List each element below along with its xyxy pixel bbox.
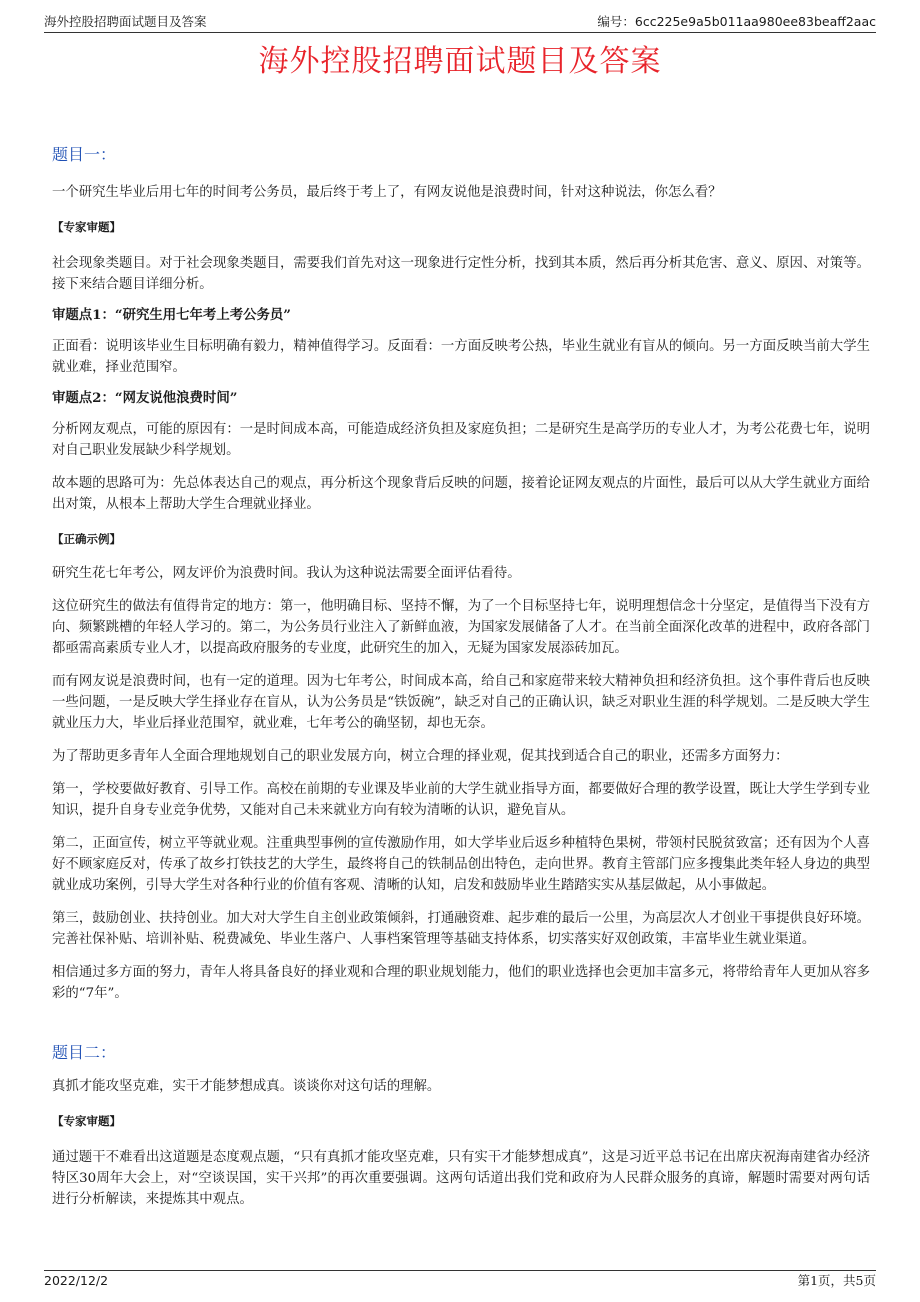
answer-paragraph: 第三，鼓励创业、扶持创业。加大对大学生自主创业政策倾斜，打通融资难、起步难的最后一公里，为高层次人才创业干事提供良好环境。完善社保补贴、培训补贴、税费减免、毕业生落户、人事档案管理等基础支持体系，切实落实好双创政策，丰富毕业生就业渠道。 <box>52 911 870 947</box>
review-intro: 社会现象类题目。对于社会现象类题目，需要我们首先对这一现象进行定性分析，找到其本质，然后再分析其危害、意义、原因、对策等。接下来结合题目详细分析。 <box>52 256 870 292</box>
answer-paragraph: 第二，正面宣传，树立平等就业观。注重典型事例的宣传激励作用，如大学毕业后返乡种植特色果树，带领村民脱贫致富；还有因为个人喜好不顾家庭反对，传承了故乡打铁技艺的大学生，最终将自己的铁制品创出特色，走向世界。教育主管部门应多搜集此类年轻人身边的典型就业成功案例，引导大学生对各种行业的价值有客观、清晰的认知，启发和鼓励毕业生踏踏实实从基层做起，从小事做起。 <box>52 836 870 893</box>
answer-paragraph: 而有网友说是浪费时间，也有一定的道理。因为七年考公，时间成本高，给自己和家庭带来较大精神负担和经济负担。这个事件背后也反映一些问题，一是反映大学生择业存在盲从，认为公务员是“铁饭碗”，缺乏对自己的正确认识，缺乏对职业生涯的科学规划。二是反映大学生就业压力大，毕业后择业范围窄，就业难，七年考公的确坚韧，却也无奈。 <box>52 674 870 731</box>
correct-example-tag: 【正确示例】 <box>52 532 121 546</box>
review-point-2-text: 分析网友观点，可能的原因有：一是时间成本高，可能造成经济负担及家庭负担；二是研究生是高学历的专业人才，为考公花费七年，说明对自己职业发展缺少科学规划。 <box>52 422 870 458</box>
header-doc-title: 海外控股招聘面试题目及答案 <box>44 14 207 29</box>
answer-paragraph: 相信通过多方面的努力，青年人将具备良好的择业观和合理的职业规划能力，他们的职业选择也会更加丰富多元，将带给青年人更加从容多彩的“7年”。 <box>52 965 870 1001</box>
answer-paragraph: 第一，学校要做好教育、引导工作。高校在前期的专业课及毕业前的大学生就业指导方面，都要做好合理的教学设置，既让大学生学到专业知识，提升自身专业竞争优势，又能对自己未来就业方向有较为清晰的认识，避免盲从。 <box>52 782 870 818</box>
approach-text: 故本题的思路可为：先总体表达自己的观点，再分析这个现象背后反映的问题，接着论证网友观点的片面性，最后可以从大学生就业方面给出对策，从根本上帮助大学生合理就业择业。 <box>52 476 870 512</box>
page-title: 海外控股招聘面试题目及答案 <box>258 44 662 79</box>
expert-review-tag: 【专家审题】 <box>52 1114 121 1128</box>
review-point-1-title: 审题点1：“研究生用七年考上考公务员” <box>52 307 291 323</box>
question-2-heading: 题目二： <box>52 1043 117 1062</box>
answer-paragraph: 这位研究生的做法有值得肯定的地方：第一，他明确目标、坚持不懈，为了一个目标坚持七年，说明理想信念十分坚定，是值得当下没有方向、频繁跳槽的年轻人学习的。第二，为公务员行业注入了新鲜血液，为国家发展储备了人才。在当前全面深化改革的进程中，政府各部门都亟需高素质专业人才，以提高政府服务的专业度，此研究生的加入，无疑为国家发展添砖加瓦。 <box>52 599 870 656</box>
review-point-2-title: 审题点2：“网友说他浪费时间” <box>52 390 238 406</box>
question-2-review-text: 通过题干不难看出这道题是态度观点题，“只有真抓才能攻坚克难，只有实干才能梦想成真”，这是习近平总书记在出席庆祝海南建省办经济特区30周年大会上，对“空谈误国，实干兴邦”的再次重要强调。这两句话道出我们党和政府为人民群众服务的真谛，解题时需要对两句话进行分析解读，来提炼其中观点。 <box>52 1150 870 1207</box>
page-footer <box>44 1270 876 1289</box>
answer-paragraph: 为了帮助更多青年人全面合理地规划自己的职业发展方向，树立合理的择业观，促其找到适合自己的职业，还需多方面努力： <box>52 749 789 764</box>
question-2-text: 真抓才能攻坚克难，实干才能梦想成真。谈谈你对这句话的理解。 <box>52 1079 441 1094</box>
footer-date: 2022/12/2 <box>44 1273 109 1288</box>
expert-review-tag: 【专家审题】 <box>52 220 121 234</box>
header-doc-number: 编号：6cc225e9a5b011aa980ee83beaff2aac <box>597 14 876 29</box>
page-header <box>44 14 876 33</box>
question-1-heading: 题目一： <box>52 145 117 164</box>
answer-paragraph: 研究生花七年考公，网友评价为浪费时间。我认为这种说法需要全面评估看待。 <box>52 566 521 581</box>
footer-page-number: 第1页，共5页 <box>797 1273 876 1288</box>
review-point-1-text: 正面看：说明该毕业生目标明确有毅力，精神值得学习。反面看：一方面反映考公热，毕业生就业有盲从的倾向。另一方面反映当前大学生就业难，择业范围窄。 <box>52 339 870 375</box>
question-1-text: 一个研究生毕业后用七年的时间考公务员，最后终于考上了，有网友说他是浪费时间，针对这种说法，你怎么看？ <box>52 185 722 200</box>
document-body <box>52 140 870 1210</box>
